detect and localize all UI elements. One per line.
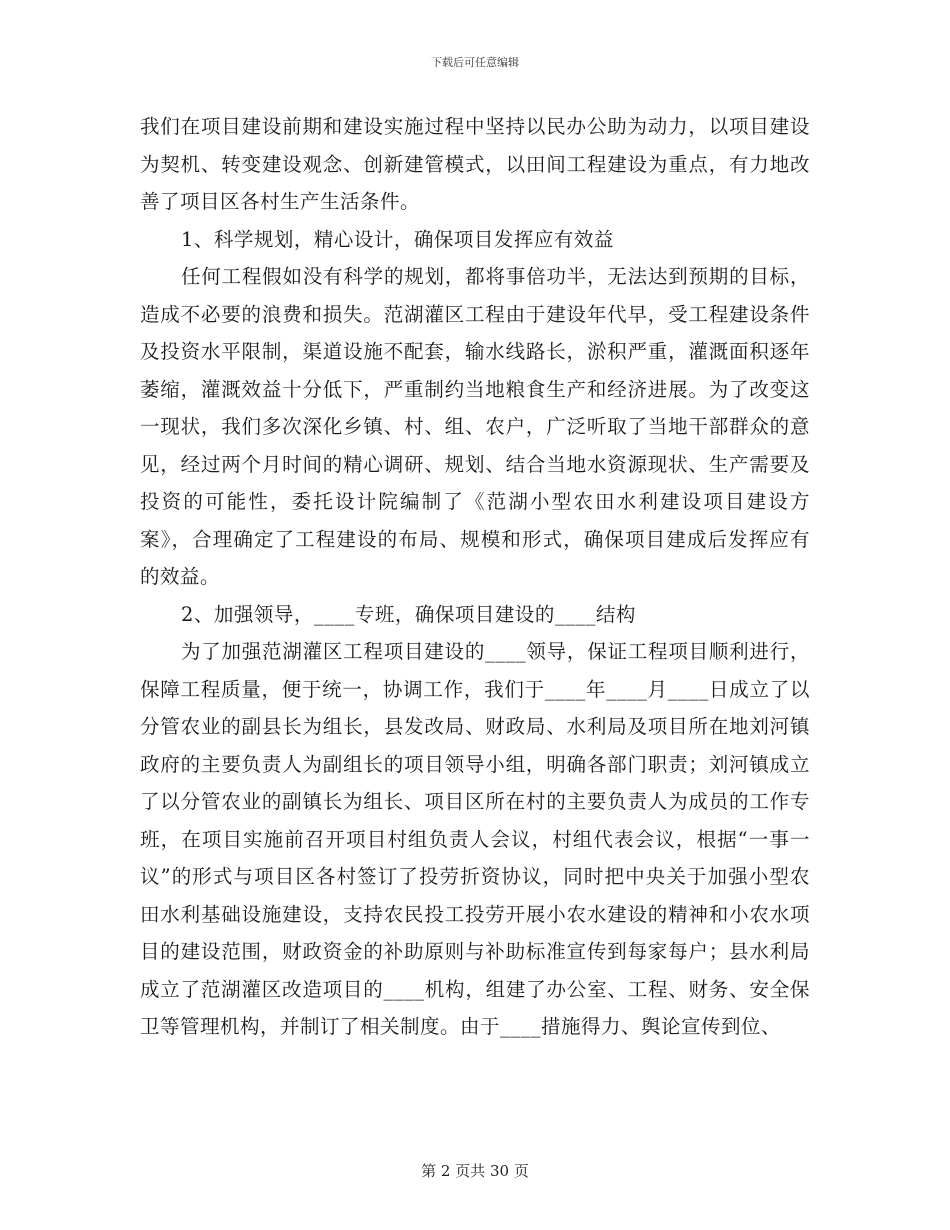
paragraph-intro: 我们在项目建设前期和建设实施过程中坚持以民办公助为动力，以项目建设为契机、转变建设观念、创新建管模式，以田间工程建设为重点，有力地改善了项目区各村生产生活条件。: [140, 115, 810, 213]
document-body: [140, 108, 810, 1046]
page-header: 下载后可任意编辑: [431, 56, 519, 69]
section-heading-2: 2、加强领导，____专班，确保项目建设的____结构: [180, 602, 636, 626]
section-heading-1: 1、科学规划，精心设计，确保项目发挥应有效益: [180, 227, 614, 251]
page-footer: 第 2 页共 30 页: [421, 1162, 529, 1180]
paragraph-leadership: 为了加强范湖灌区工程项目建设的____领导，保证工程项目顺利进行，保障工程质量，便于统一，协调工作，我们于____年____月____日成立了以分管农业的副县长为组长，县发改局、财政局、水利局及项目所在地刘河镇政府的主要负责人为副组长的项目领导小组，明确各部门职责；刘河镇成立了以分管农业的副镇长为组长、项目区所在村的主要负责人为成员的工作专班，在项目实施前召开项目村组负责人会议，村组代表会议，根据“一事一议”的形式与项目区各村签订了投劳折资协议，同时把中央关于加强小型农田水利基础设施建设，支持农民投工投劳开展小农水建设的精神和小农水项目的建设范围，财政资金的补助原则与补助标准宣传到每家每户；县水利局成立了范湖灌区改造项目的____机构，组建了办公室、工程、财务、安全保卫等管理机构，并制订了相关制度。由于____措施得力、舆论宣传到位、: [140, 640, 810, 1038]
paragraph-planning: 任何工程假如没有科学的规划，都将事倍功半，无法达到预期的目标，造成不必要的浪费和损失。范湖灌区工程由于建设年代早，受工程建设条件及投资水平限制，渠道设施不配套，输水线路长，淤积严重，灌溉面积逐年萎缩，灌溉效益十分低下，严重制约当地粮食生产和经济进展。为了改变这一现状，我们多次深化乡镇、村、组、农户，广泛听取了当地干部群众的意见，经过两个月时间的精心调研、规划、结合当地水资源现状、生产需要及投资的可能性，委托设计院编制了《范湖小型农田水利建设项目建设方案》，合理确定了工程建设的布局、规模和形式，确保项目建成后发挥应有的效益。: [140, 265, 810, 588]
